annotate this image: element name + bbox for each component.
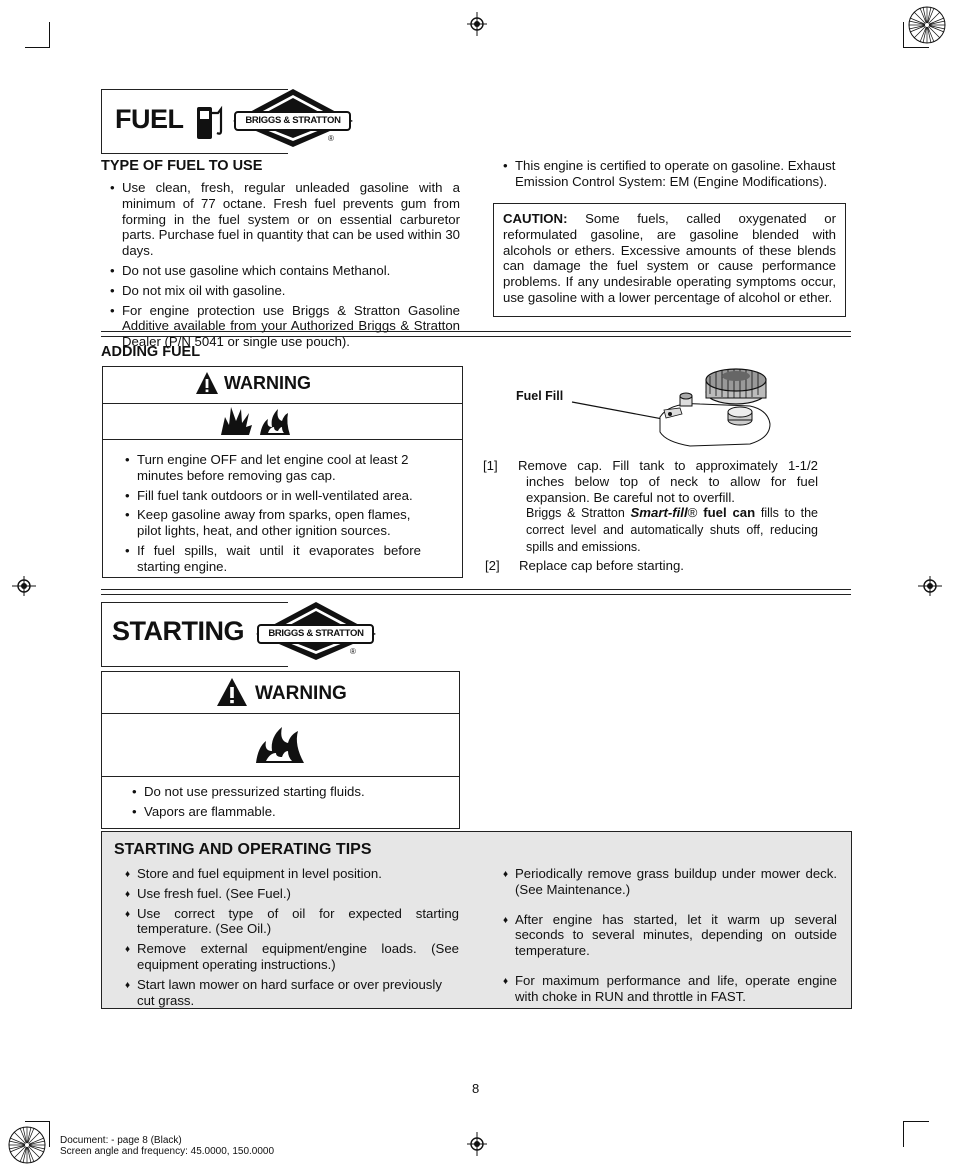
registered-mark: ® — [328, 134, 334, 143]
crop-mark — [49, 22, 50, 48]
briggs-logo-text: BRIGGS & STRATTON — [245, 115, 341, 126]
registered-mark: ® — [687, 505, 698, 520]
section-divider — [101, 331, 851, 337]
caution-box — [493, 203, 846, 317]
list-item: • Vapors are flammable. — [132, 804, 432, 820]
list-item: ♦ Store and fuel equipment in level position. — [125, 866, 459, 882]
list-item: ♦ Periodically remove grass buildup under mower deck. (See Maintenance.) — [503, 866, 837, 898]
list-item: • Keep gasoline away from sparks, open flames, pilot lights, heat, and other ignition sources. — [125, 507, 421, 539]
crop-mark — [25, 47, 49, 48]
registration-mark-icon — [467, 12, 487, 36]
fuel-pump-icon — [196, 103, 226, 141]
engine-fuel-fill-illustration — [570, 362, 780, 452]
step-2-text: Replace cap before starting. — [519, 558, 684, 573]
list-item: • Fill fuel tank outdoors or in well-ventilated area. — [125, 488, 421, 504]
page-number: 8 — [472, 1081, 480, 1096]
starburst-target-icon — [908, 6, 946, 44]
fuel-fill-label: Fuel Fill — [516, 389, 564, 403]
warning-triangle-icon — [195, 371, 219, 395]
starting-warning-list — [132, 784, 432, 824]
step-1-text — [518, 458, 818, 505]
step-1-note-prefix: Briggs & Stratton — [526, 506, 631, 520]
tips-right-list — [503, 866, 837, 1009]
footer-document-info — [60, 1135, 274, 1157]
registration-mark-icon — [12, 576, 36, 596]
registration-mark-icon — [467, 1132, 487, 1156]
list-item: ♦ After engine has started, let it warm up several seconds to several minutes, depending on outside temperature. — [503, 912, 837, 959]
list-item: • Do not mix oil with gasoline. — [110, 283, 460, 299]
tips-left-list — [125, 866, 459, 1012]
step-1-number: [1] — [483, 458, 498, 473]
list-item: ♦ Use fresh fuel. (See Fuel.) — [125, 886, 459, 902]
crop-mark — [903, 1121, 929, 1122]
list-item: ♦ Remove external equipment/engine loads. (See equipment operating instructions.) — [125, 941, 459, 973]
crop-mark — [903, 1121, 904, 1147]
starting-title: STARTING — [112, 616, 244, 646]
list-item: ♦ Use correct type of oil for expected starting temperature. (See Oil.) — [125, 906, 459, 938]
operating-tips-heading: STARTING AND OPERATING TIPS — [114, 841, 372, 858]
footer-line: Document: - page 8 (Black) — [60, 1135, 182, 1146]
explosion-hazard-icon — [219, 403, 253, 437]
type-of-fuel-list — [110, 180, 460, 354]
smart-fill-brand: Smart-fill — [630, 505, 688, 520]
list-item: • Do not use pressurized starting fluids. — [132, 784, 432, 800]
fuel-can-label: fuel can — [697, 505, 756, 520]
caution-label: CAUTION: — [503, 211, 568, 226]
crop-mark — [25, 1121, 49, 1122]
crop-mark — [903, 47, 929, 48]
step-1-instruction: Remove cap. Fill tank to approximately 1-1/2 inches below top of neck to allow for fuel expansion. Be careful not to overfill. — [518, 458, 818, 505]
section-divider — [101, 589, 851, 595]
footer-line: Screen angle and frequency: 45.0000, 150.0000 — [60, 1146, 275, 1157]
list-item: • Turn engine OFF and let engine cool at least 2 minutes before removing gas cap. — [125, 452, 421, 484]
fuel-title: FUEL — [115, 104, 184, 134]
step-1-note-suffix: fills to the correct level and automatically shuts off, reducing spills and emissions. — [526, 506, 818, 554]
adding-fuel-heading: ADDING FUEL — [101, 344, 201, 360]
briggs-logo-text: BRIGGS & STRATTON — [268, 628, 364, 639]
warning-label: WARNING — [224, 373, 311, 393]
step-2-number: [2] — [485, 558, 500, 573]
registered-mark: ® — [350, 647, 356, 656]
list-item: • If fuel spills, wait until it evaporates before starting engine. — [125, 543, 421, 575]
list-item: ♦ For maximum performance and life, operate engine with choke in RUN and throttle in FAST. — [503, 973, 837, 1005]
warning-triangle-icon — [216, 677, 248, 707]
list-item: • Do not use gasoline which contains Methanol. — [110, 263, 460, 279]
step-1-note — [526, 505, 818, 555]
list-item: ♦ Start lawn mower on hard surface or over previously cut grass. — [125, 977, 459, 1009]
fire-hazard-icon — [254, 723, 306, 765]
warning-label: WARNING — [255, 683, 347, 704]
list-item: • Use clean, fresh, regular unleaded gasoline with a minimum of 77 octane. Fresh fuel prevents gum from forming in the fuel system or on essential carburetor parts. Purchase fuel in quantity that can be used within 30 days. — [110, 180, 460, 259]
crop-mark — [903, 22, 904, 48]
list-item: • For engine protection use Briggs & Stratton Gasoline Additive available from your Authorized Briggs & Stratton Dealer (P/N 5041 or single use pouch). — [110, 303, 460, 350]
certification-list — [503, 158, 853, 194]
crop-mark — [49, 1121, 50, 1147]
fire-hazard-icon — [258, 405, 292, 437]
type-of-fuel-heading: TYPE OF FUEL TO USE — [101, 158, 263, 174]
list-item: • This engine is certified to operate on gasoline. Exhaust Emission Control System: EM (Engine Modifications). — [503, 158, 853, 190]
adding-fuel-warning-list — [125, 452, 421, 579]
starburst-target-icon — [8, 1126, 46, 1164]
registration-mark-icon — [918, 576, 942, 596]
caution-text: Some fuels, called oxygenated or reformulated gasoline, are gasoline blended with alcohols or ethers. Excessive amounts of these blends can damage the fuel system or cause performance problems. If any undesirable operating symptoms occur, use gasoline with a lower percentage of alcohol or ether. — [503, 211, 836, 305]
